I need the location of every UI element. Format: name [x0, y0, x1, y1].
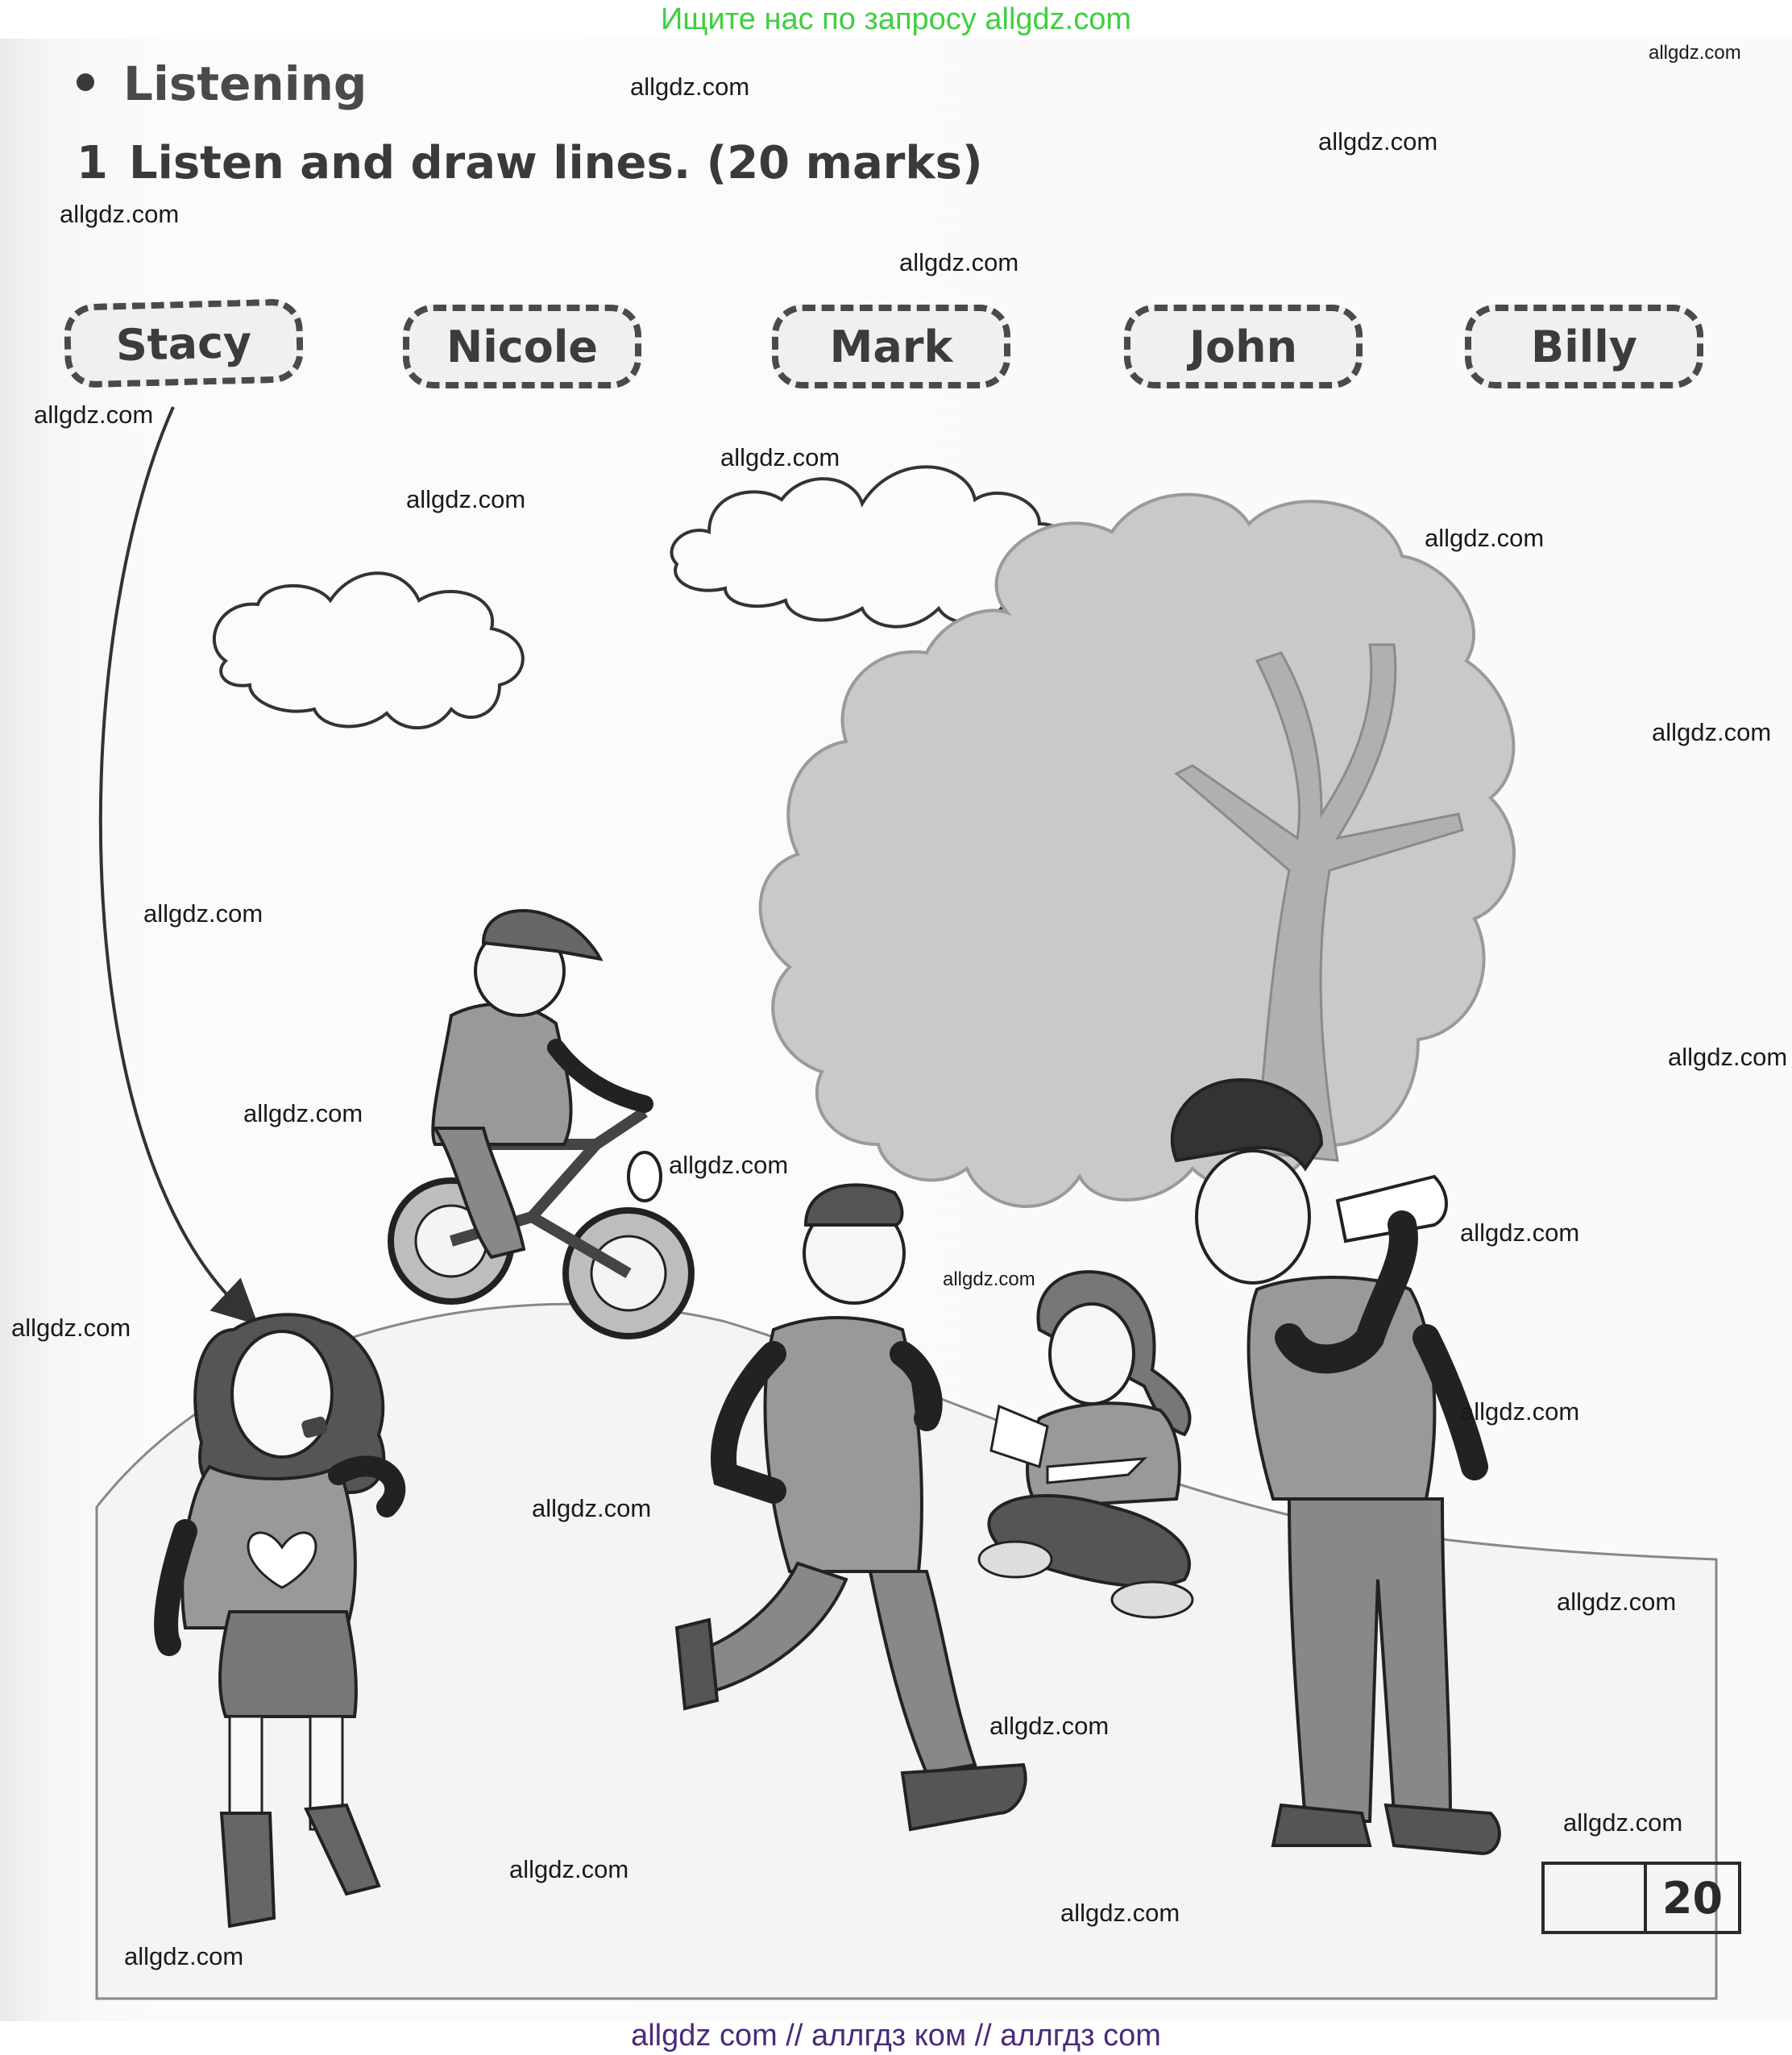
watermark: allgdz.com — [1563, 1808, 1683, 1837]
task-instruction: Listen and draw lines. (20 marks) — [128, 137, 983, 189]
watermark: allgdz.com — [1557, 1588, 1677, 1616]
arrow-line — [101, 407, 242, 1310]
name-label: John — [1188, 321, 1298, 372]
watermark: allgdz.com — [1668, 1043, 1788, 1071]
name-label: Mark — [829, 321, 953, 372]
watermark: allgdz.com — [720, 443, 840, 471]
cloud-left-illustration — [214, 573, 523, 728]
watermark: allgdz.com — [1652, 718, 1772, 746]
watermark: allgdz.com — [143, 899, 263, 928]
watermark: allgdz.com — [669, 1151, 789, 1179]
girl-reading-illustration — [979, 1272, 1193, 1617]
watermark: allgdz.com — [34, 401, 154, 429]
score-box — [1541, 1862, 1741, 1934]
watermark: allgdz.com — [1460, 1218, 1580, 1247]
watermark: allgdz.com — [509, 1855, 629, 1883]
top-banner[interactable]: Ищите нас по запросу allgdz.com — [660, 2, 1131, 36]
bottom-banner[interactable]: allgdz com // аллгдз ком // аллгдз com — [631, 2019, 1161, 2053]
name-label: Nicole — [446, 321, 598, 372]
watermark: allgdz.com — [1318, 127, 1438, 156]
name-label: Stacy — [115, 316, 252, 371]
watermark: allgdz.com — [243, 1099, 363, 1127]
watermark: allgdz.com — [899, 248, 1019, 276]
watermark: allgdz.com — [943, 1268, 1035, 1290]
watermark: allgdz.com — [1460, 1397, 1580, 1426]
watermark: allgdz.com — [532, 1494, 652, 1522]
watermark: allgdz.com — [11, 1314, 131, 1342]
watermark: allgdz.com — [1425, 524, 1545, 552]
watermark: allgdz.com — [1060, 1899, 1180, 1927]
watermark: allgdz.com — [406, 485, 526, 513]
watermark: allgdz.com — [1649, 42, 1741, 64]
watermark: allgdz.com — [124, 1942, 244, 1970]
watermark: allgdz.com — [630, 73, 750, 101]
boy-on-bicycle-illustration — [391, 911, 691, 1336]
score-input[interactable] — [1545, 1865, 1647, 1931]
section-title: Listening — [123, 56, 367, 111]
task-number: 1 — [77, 137, 108, 189]
watermark: allgdz.com — [60, 200, 180, 228]
score-total: 20 — [1661, 1872, 1724, 1924]
watermark: allgdz.com — [989, 1712, 1110, 1740]
name-label: Billy — [1531, 321, 1637, 372]
